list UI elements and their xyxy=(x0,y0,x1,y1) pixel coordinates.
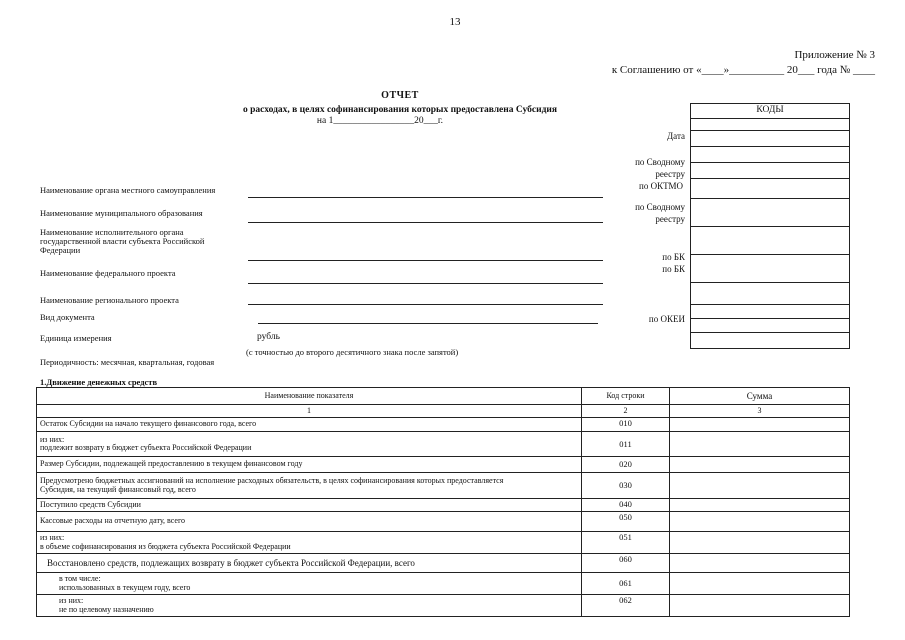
report-title: ОТЧЕТ xyxy=(381,90,419,101)
table-row xyxy=(37,512,850,532)
row-code: 062 xyxy=(582,595,670,617)
row-sum[interactable] xyxy=(670,512,850,532)
col-header-name: Наименование показателя xyxy=(37,388,582,405)
cash-flow-table xyxy=(36,387,850,617)
row-code: 010 xyxy=(582,418,670,432)
row-code: 020 xyxy=(582,457,670,473)
code-cell-line xyxy=(691,332,849,333)
row-name: Предусмотрено бюджетных ассигнований на исполнение расходных обязательств, в целях софинансирования которых предоставляется Субсидия, на текущий финансовый год, всего xyxy=(37,473,582,499)
field-unit-value: рубль xyxy=(257,332,280,342)
col-number-3: 3 xyxy=(670,405,850,418)
field-federal-project-label: Наименование федерального проекта xyxy=(40,268,176,278)
row-code: 040 xyxy=(582,499,670,512)
row-code: 030 xyxy=(582,473,670,499)
row-sum[interactable] xyxy=(670,573,850,595)
code-cell-line xyxy=(691,162,849,163)
field-executive-label: Наименование исполнительного органа государственной власти субъекта Российской Федерации xyxy=(40,227,205,255)
row-code: 011 xyxy=(582,432,670,457)
row-code: 060 xyxy=(582,554,670,573)
field-organ-line[interactable] xyxy=(248,197,603,198)
row-name: Восстановлено средств, подлежащих возврату в бюджет субъекта Российской Федерации, всего xyxy=(37,554,582,573)
row-sum[interactable] xyxy=(670,418,850,432)
appendix-agreement: к Соглашению от «____»__________ 20___ года № ____ xyxy=(611,64,875,76)
table-row xyxy=(37,554,850,573)
row-sum[interactable] xyxy=(670,532,850,554)
table-number-row xyxy=(37,405,850,418)
field-organ-label: Наименование органа местного самоуправления xyxy=(40,185,216,195)
field-municipality-line[interactable] xyxy=(248,222,603,223)
field-regional-project-line[interactable] xyxy=(248,304,603,305)
field-federal-project-line[interactable] xyxy=(248,283,603,284)
field-unit-note: (с точностью до второго десятичного знака после запятой) xyxy=(246,347,459,357)
row-name: Поступило средств Субсидии xyxy=(37,499,582,512)
code-cell-line xyxy=(691,146,849,147)
code-label-reestr-1: реестру xyxy=(655,169,685,179)
report-date-line: на 1_________________20___г. xyxy=(316,116,444,126)
table-row xyxy=(37,457,850,473)
table-row xyxy=(37,573,850,595)
table-row xyxy=(37,595,850,617)
row-name: Размер Субсидии, подлежащей предоставлению в текущем финансовом году xyxy=(37,457,582,473)
code-cell-line xyxy=(691,198,849,199)
row-sum[interactable] xyxy=(670,457,850,473)
row-sum[interactable] xyxy=(670,499,850,512)
row-name: в том числе: использованных в текущем году, всего xyxy=(37,573,582,595)
row-code: 061 xyxy=(582,573,670,595)
field-executive-line[interactable] xyxy=(248,260,603,261)
code-cell-line xyxy=(691,130,849,131)
row-name: из них: не по целевому назначению xyxy=(37,595,582,617)
table-row xyxy=(37,473,850,499)
code-cell-line xyxy=(691,318,849,319)
row-sum[interactable] xyxy=(670,554,850,573)
code-label-date: Дата xyxy=(667,131,685,141)
code-label-reestr-2: реестру xyxy=(655,214,685,224)
code-label-svodny-2: по Сводному xyxy=(635,202,685,212)
row-sum[interactable] xyxy=(670,595,850,617)
field-periodicity: Периодичность: месячная, квартальная, годовая xyxy=(40,357,215,367)
col-header-code: Код строки xyxy=(582,388,670,405)
row-code: 051 xyxy=(582,532,670,554)
table-row xyxy=(37,432,850,457)
report-subtitle: о расходах, в целях софинансирования которых предоставлена Субсидия xyxy=(242,105,557,115)
col-number-1: 1 xyxy=(37,405,582,418)
field-municipality-label: Наименование муниципального образования xyxy=(40,208,203,218)
code-cell-line xyxy=(691,226,849,227)
codes-box xyxy=(690,103,850,349)
table-row xyxy=(37,418,850,432)
page-number: 13 xyxy=(449,16,461,28)
code-label-oktmo: по ОКТМО xyxy=(639,181,683,191)
row-code: 050 xyxy=(582,512,670,532)
code-label-bk-1: по БК xyxy=(662,252,685,262)
col-number-2: 2 xyxy=(582,405,670,418)
code-cell-line xyxy=(691,282,849,283)
code-cell-line xyxy=(691,254,849,255)
code-label-bk-2: по БК xyxy=(662,264,685,274)
code-cell-line xyxy=(691,178,849,179)
codes-header: КОДЫ xyxy=(691,104,849,119)
table-row xyxy=(37,499,850,512)
col-header-sum: Сумма xyxy=(670,388,850,405)
row-name: Остаток Субсидии на начало текущего финансового года, всего xyxy=(37,418,582,432)
field-doc-type-line[interactable] xyxy=(258,323,598,324)
section-title: 1.Движение денежных средств xyxy=(40,377,158,387)
field-regional-project-label: Наименование регионального проекта xyxy=(40,295,179,305)
row-name: из них: подлежит возврату в бюджет субъекта Российской Федерации xyxy=(37,432,582,457)
code-label-okei: по ОКЕИ xyxy=(648,314,685,324)
field-doc-type-label: Вид документа xyxy=(40,312,95,322)
field-unit-label: Единица измерения xyxy=(40,333,112,343)
row-sum[interactable] xyxy=(670,432,850,457)
code-cell-line xyxy=(691,304,849,305)
table-header-row xyxy=(37,388,850,405)
row-sum[interactable] xyxy=(670,473,850,499)
row-name: из них: в объеме софинансирования из бюджета субъекта Российской Федерации xyxy=(37,532,582,554)
appendix-title: Приложение № 3 xyxy=(794,49,875,61)
code-label-svodny-1: по Сводному xyxy=(635,157,685,167)
row-name: Кассовые расходы на отчетную дату, всего xyxy=(37,512,582,532)
table-row xyxy=(37,532,850,554)
